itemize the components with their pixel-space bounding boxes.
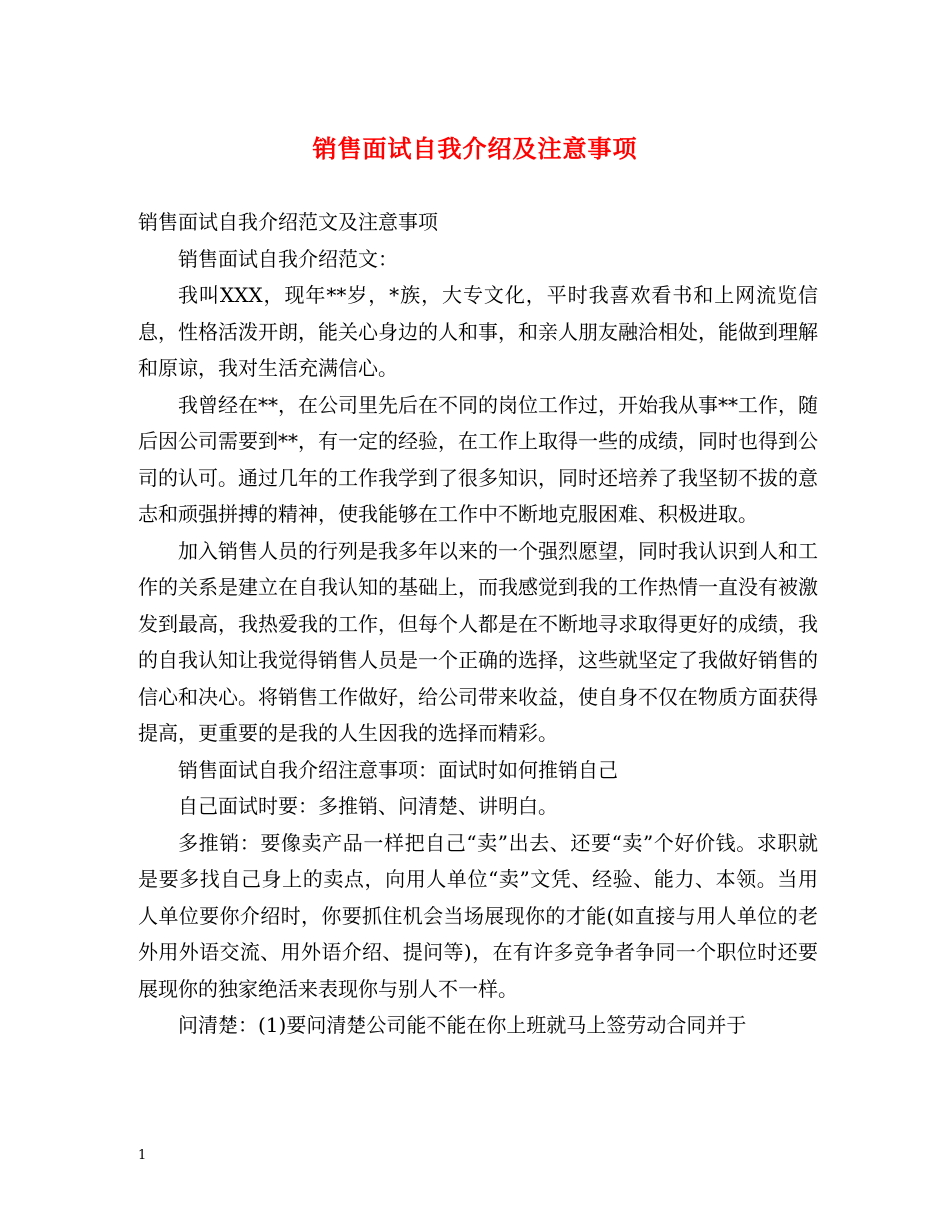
body-paragraph: 多推销：要像卖产品一样把自己“卖”出去、还要“卖”个好价钱。求职就是要多找自己身上的卖点，向用人单位“卖”文凭、经验、能力、本领。当用人单位要你介绍时，你要抓住机会当场展现你的才能(如直接与用人单位的老外用外语交流、用外语介绍、提问等)，在有许多竞争者争同一个职位时还要展现你的独家绝活来表现你与别人不一样。 (138, 830, 818, 1001)
document-body (138, 204, 818, 1044)
body-paragraph: 我叫XXX，现年**岁，*族，大专文化，平时我喜欢看书和上网流览信息，性格活泼开朗，能关心身边的人和事，和亲人朋友融洽相处，能做到理解和原谅，我对生活充满信心。 (138, 283, 818, 380)
body-paragraph: 我曾经在**，在公司里先后在不同的岗位工作过，开始我从事**工作，随后因公司需要到**，有一定的经验，在工作上取得一些的成绩，同时也得到公司的认可。通过几年的工作我学到了很多知识，同时还培养了我坚韧不拔的意志和顽强拼搏的精神，使我能够在工作中不断地克服困难、积极进取。 (138, 392, 818, 526)
body-paragraph: 问清楚：(1)要问清楚公司能不能在你上班就马上签劳动合同并于 (178, 1013, 747, 1037)
page-number: 1 (138, 1148, 147, 1163)
body-paragraph: 自己面试时要：多推销、问清楚、讲明白。 (178, 794, 558, 818)
section-heading-tips: 销售面试自我介绍注意事项：面试时如何推销自己 (178, 757, 618, 782)
body-paragraph: 加入销售人员的行列是我多年以来的一个强烈愿望，同时我认识到人和工作的关系是建立在自我认知的基础上，而我感觉到我的工作热情一直没有被激发到最高，我热爱我的工作，但每个人都是在不断地寻求取得更好的成绩，我的自我认知让我觉得销售人员是一个正确的选择，这些就坚定了我做好销售的信心和决心。将销售工作做好，给公司带来收益，使自身不仅在物质方面获得提高，更重要的是我的人生因我的选择而精彩。 (138, 538, 818, 745)
section-heading-sample: 销售面试自我介绍范文： (178, 246, 398, 271)
subtitle-paragraph: 销售面试自我介绍范文及注意事项 (138, 210, 438, 234)
page-title: 销售面试自我介绍及注意事项 (312, 134, 638, 163)
